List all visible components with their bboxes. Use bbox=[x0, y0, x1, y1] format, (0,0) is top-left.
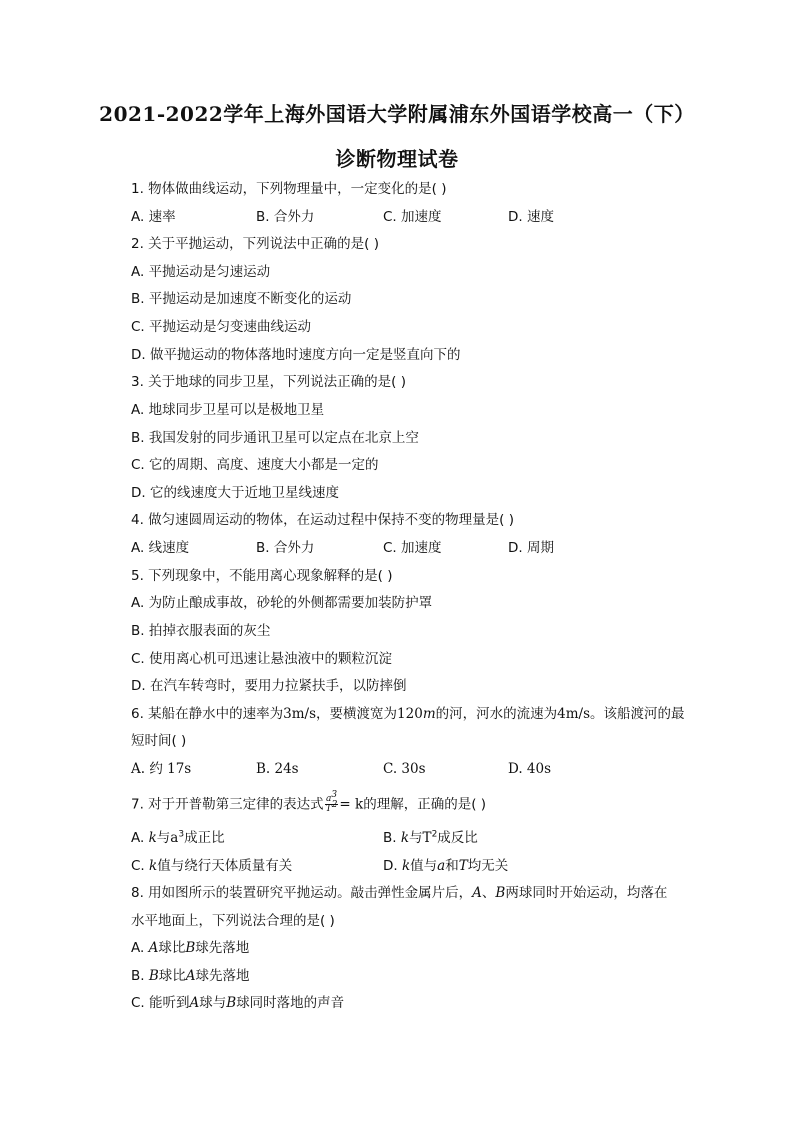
question-2-option-b: B. 平抛运动是加速度不断变化的运动 bbox=[131, 291, 352, 307]
question-5-option-c: C. 使用离心机可迅速让悬浊液中的颗粒沉淀 bbox=[131, 651, 393, 667]
question-4-stem: 4. 做匀速圆周运动的物体，在运动过程中保持不变的物理量是( ) bbox=[131, 512, 514, 528]
question-4-option-b: B. 合外力 bbox=[256, 540, 315, 556]
opt-a-var: a bbox=[170, 830, 179, 846]
question-2-option-d: D. 做平抛运动的物体落地时速度方向一定是竖直向下的 bbox=[131, 347, 461, 363]
question-1-option-a: A. 速率 bbox=[131, 209, 176, 225]
question-4-option-a: A. 线速度 bbox=[131, 540, 190, 556]
question-6-option-d: D. 40s bbox=[508, 761, 552, 777]
question-3-option-c: C. 它的周期、高度、速度大小都是一定的 bbox=[131, 457, 379, 473]
question-1-option-c: C. 加速度 bbox=[383, 209, 442, 225]
question-6-stem bbox=[131, 705, 685, 723]
opt-a-k: k bbox=[148, 830, 157, 846]
question-7-stem bbox=[131, 790, 487, 814]
question-6-value-current-speed: 4m/s bbox=[557, 706, 591, 722]
opt-b-exp: 2 bbox=[431, 829, 438, 840]
exam-title-line2: 诊断物理试卷 bbox=[335, 147, 459, 171]
denominator-exp: 2 bbox=[331, 800, 338, 810]
question-8-stem bbox=[131, 884, 667, 902]
question-3-option-a: A. 地球同步卫星可以是极地卫星 bbox=[131, 402, 325, 418]
question-3-stem: 3. 关于地球的同步卫星，下列说法正确的是( ) bbox=[131, 374, 406, 390]
opt-b-var: T bbox=[422, 830, 432, 846]
question-8-sep: 、 bbox=[481, 885, 496, 901]
q8-opt-c-post: 球同时落地的声音 bbox=[236, 995, 345, 1011]
question-8-stem-text-1: 8. 用如图所示的装置研究平抛运动。敲击弹性金属片后， bbox=[131, 885, 473, 901]
question-6-option-c: C. 30s bbox=[383, 761, 426, 777]
q8-opt-b-mid: 球比 bbox=[158, 968, 186, 984]
numerator-exp: 3 bbox=[331, 790, 338, 800]
opt-b-label: B. bbox=[383, 830, 401, 846]
question-6-value-still-speed: 3m/s bbox=[283, 706, 317, 722]
question-6-unit-m: m bbox=[422, 706, 436, 722]
opt-b-k: k bbox=[400, 830, 410, 846]
opt-a-label: A. bbox=[131, 830, 149, 846]
opt-d-mid: 值与 bbox=[410, 858, 438, 874]
q8-opt-a-ball-b: B bbox=[185, 940, 196, 956]
question-6-value-width: 120 bbox=[397, 706, 423, 722]
question-8-stem-text-2: 两球同时开始运动，均落在 bbox=[505, 885, 668, 901]
question-5-option-d: D. 在汽车转弯时，要用力拉紧扶手，以防摔倒 bbox=[131, 678, 407, 694]
question-2-option-a: A. 平抛运动是匀速运动 bbox=[131, 264, 271, 280]
question-6-stem-text-1: 6. 某船在静水中的速率为 bbox=[131, 706, 284, 722]
question-7-option-c bbox=[131, 857, 292, 875]
question-5-option-a: A. 为防止酿成事故，砂轮的外侧都需要加装防护罩 bbox=[131, 595, 433, 611]
fraction-denominator bbox=[325, 800, 339, 814]
question-6-option-b: B. 24s bbox=[256, 761, 299, 777]
q8-opt-c-mid: 球与 bbox=[199, 995, 227, 1011]
opt-b-post: 成反比 bbox=[437, 830, 478, 846]
opt-d-and: 和 bbox=[445, 858, 459, 874]
q8-opt-c-label: C. 能听到 bbox=[131, 995, 190, 1011]
opt-a-mid: 与 bbox=[156, 830, 171, 846]
opt-d-post: 均无关 bbox=[467, 858, 509, 874]
q8-opt-a-ball-a: A bbox=[148, 940, 159, 956]
question-7-stem-text-2: 的理解，正确的是( ) bbox=[363, 796, 487, 813]
question-4-option-d: D. 周期 bbox=[508, 540, 554, 556]
question-8-ball-b: B bbox=[495, 885, 506, 901]
question-1-option-d: D. 速度 bbox=[508, 209, 554, 225]
question-7-stem-text-1: 7. 对于开普勒第三定律的表达式 bbox=[131, 796, 324, 813]
opt-d-k: k bbox=[401, 858, 411, 874]
opt-a-post: 成正比 bbox=[184, 830, 225, 846]
question-3-option-d: D. 它的线速度大于近地卫星线速度 bbox=[131, 485, 339, 501]
q8-opt-a-label: A. bbox=[131, 940, 149, 956]
question-5-stem: 5. 下列现象中，不能用离心现象解释的是( ) bbox=[131, 568, 393, 584]
question-1-stem: 1. 物体做曲线运动，下列物理量中，一定变化的是( ) bbox=[131, 181, 447, 197]
question-3-option-b: B. 我国发射的同步通讯卫星可以定点在北京上空 bbox=[131, 430, 419, 446]
opt-b-mid: 与 bbox=[409, 830, 423, 846]
question-4-option-c: C. 加速度 bbox=[383, 540, 442, 556]
opt-a-exp: 3 bbox=[178, 829, 185, 840]
q8-opt-c-ball-a: A bbox=[189, 995, 200, 1011]
question-8-option-b bbox=[131, 967, 250, 985]
question-8-ball-a: A bbox=[472, 885, 482, 901]
q8-opt-c-ball-b: B bbox=[226, 995, 237, 1011]
opt-d-T: T bbox=[458, 858, 468, 874]
question-6-option-a: A. 约 17s bbox=[131, 761, 192, 777]
question-6-stem-text-3: 的河，河水的流速为 bbox=[435, 706, 558, 722]
opt-c-post: 值与绕行天体质量有关 bbox=[157, 858, 293, 874]
q8-opt-b-post: 球先落地 bbox=[195, 968, 250, 984]
question-8-option-c bbox=[131, 994, 344, 1012]
opt-c-k: k bbox=[149, 858, 158, 874]
question-2-stem: 2. 关于平抛运动，下列说法中正确的是( ) bbox=[131, 236, 379, 252]
q8-opt-a-mid: 球比 bbox=[158, 940, 186, 956]
question-7-option-d bbox=[383, 857, 508, 875]
question-6-stem-text-2: ，要横渡宽为 bbox=[316, 706, 398, 722]
question-7-option-a bbox=[131, 829, 225, 847]
question-8-option-a bbox=[131, 939, 249, 957]
kepler-fraction bbox=[325, 790, 339, 814]
question-6-stem-text-4: 。该船渡河的最 bbox=[590, 706, 685, 722]
opt-d-a: a bbox=[437, 858, 446, 874]
question-7-equals-k: = k bbox=[339, 796, 364, 813]
question-6-stem-line2: 短时间( ) bbox=[131, 733, 187, 749]
question-2-option-c: C. 平抛运动是匀变速曲线运动 bbox=[131, 319, 312, 335]
opt-c-label: C. bbox=[131, 858, 150, 874]
question-1-option-b: B. 合外力 bbox=[256, 209, 315, 225]
opt-d-label: D. bbox=[383, 858, 402, 874]
q8-opt-a-post: 球先落地 bbox=[195, 940, 250, 956]
q8-opt-b-ball-b: B bbox=[148, 968, 159, 984]
question-5-option-b: B. 拍掉衣服表面的灰尘 bbox=[131, 623, 271, 639]
numerator-var: a bbox=[325, 794, 332, 804]
exam-title-line1: 2021-2022学年上海外国语大学附属浦东外国语学校高一（下） bbox=[99, 102, 695, 126]
q8-opt-b-label: B. bbox=[131, 968, 149, 984]
q8-opt-b-ball-a: A bbox=[185, 968, 196, 984]
question-7-option-b bbox=[383, 829, 478, 847]
denominator-var: T bbox=[325, 804, 332, 814]
question-8-stem-line2: 水平地面上，下列说法合理的是( ) bbox=[131, 913, 335, 929]
